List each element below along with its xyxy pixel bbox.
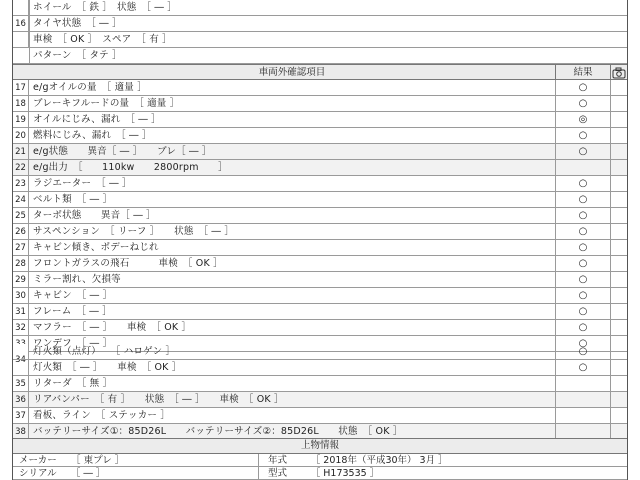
item-number: 26 [13,224,29,240]
item-text: サスペンション ［ リーフ ］ 状態 ［ ― ］ [33,226,235,237]
result-cell: ○ [555,128,611,144]
result-cell: ○ [555,304,611,320]
item-number: 29 [13,272,29,288]
item-number: 32 [13,320,29,336]
wheel-info: ホイール ［ 鉄 ］ 状態 ［ ― ］ [33,2,177,13]
exterior-check-header [13,64,627,80]
item-text: ワンデフ ［ ― ］ [33,338,113,349]
result-cell: ○ [555,192,611,208]
result-cell: ○ [555,288,611,304]
lights-inspection: 灯火類 ［ ― ］ 車検 ［ OK ］ [33,362,182,373]
result-cell: ○ [555,80,611,96]
result-cell: ○ [555,96,611,112]
check-row [13,344,627,360]
item-text: バッテリーサイズ①：85D26L バッテリーサイズ②：85D26L 状態 ［ OK ］ [33,426,403,437]
camera-icon[interactable] [611,65,627,81]
item-text: マフラー ［ ― ］ 車検 ［ OK ］ [33,322,192,333]
check-row [13,112,627,128]
item-text: ラジエーター ［ ― ］ [33,178,132,189]
load-info-header: 上物情報 [13,438,627,454]
item-text: 看板、ライン ［ ステッカー ］ [33,410,171,421]
item-number: 18 [13,96,29,112]
item-text: e/g状態 異音［ ― ］ ブレ［ ― ］ [33,146,212,157]
model-type: 型式 ［ H173535 ］ [268,468,380,479]
result-cell: ○ [555,176,611,192]
result-cell [555,160,611,176]
load-info-row [13,454,627,467]
item-text: 燃料にじみ、漏れ ［ ― ］ [33,130,152,141]
check-row [13,240,627,256]
result-cell: ○ [555,256,611,272]
item-text: ベルト類 ［ ― ］ [33,194,113,205]
item-number: 22 [13,160,29,176]
result-cell: ○ [555,344,611,360]
result-cell [555,376,611,392]
check-row [13,272,627,288]
check-row [13,224,627,240]
item-number: 17 [13,80,29,96]
item-text: e/g出力 ［ 110kw 2800rpm ］ [33,162,228,173]
result-cell [555,408,611,424]
item-text: リターダ ［ 無 ］ [33,378,113,389]
result-cell: ○ [555,272,611,288]
item-number: 31 [13,304,29,320]
result-cell: ○ [555,360,611,376]
check-row [13,304,627,320]
check-row [13,256,627,272]
result-cell: ○ [555,224,611,240]
section-title: 車両外確認項目 [258,67,326,78]
item-number: 23 [13,176,29,192]
item-text: キャビン傾き、ボデーねじれ [33,242,159,253]
check-row [13,360,627,376]
check-row [13,80,627,96]
result-cell: ○ [555,320,611,336]
item-number: 19 [13,112,29,128]
item-number: 25 [13,208,29,224]
item-number: 36 [13,392,29,408]
inspection-sheet [12,0,628,480]
item-number: 24 [13,192,29,208]
check-row [13,192,627,208]
item-number: 35 [13,376,29,392]
check-row [13,128,627,144]
check-row [13,96,627,112]
item-text: ブレーキフルードの量 ［ 適量 ］ [33,98,180,109]
item-number: 21 [13,144,29,160]
lights-type: 灯火類（点灯） ［ ハロゲン ］ [33,346,176,357]
item-number: 20 [13,128,29,144]
check-row [13,392,627,408]
result-cell: ○ [555,240,611,256]
item-text: e/gオイルの量 ［ 適量 ］ [33,82,147,93]
check-row [13,176,627,192]
check-row [13,408,627,424]
top-row [13,32,627,48]
result-header: 結果 [555,65,611,81]
item-number-34: 34 [13,344,29,376]
item-number: 28 [13,256,29,272]
check-row [13,376,627,392]
item-text: オイルにじみ、漏れ ［ ― ］ [33,114,161,125]
item-text: ミラー割れ、欠損等 [33,274,121,285]
item-text: ターボ状態 異音［ ― ］ [33,210,156,221]
check-row [13,288,627,304]
result-cell: ○ [555,144,611,160]
check-row [13,160,627,176]
item-number: 37 [13,408,29,424]
result-cell: ◎ [555,112,611,128]
item-number: 30 [13,288,29,304]
inspection-spare: 車検 ［ OK ］ スペア ［ 有 ］ [33,34,172,45]
top-row [13,16,627,32]
result-cell: ○ [555,208,611,224]
tire-condition: タイヤ状態 ［ ― ］ [33,18,122,29]
result-cell: ○ [555,336,611,352]
item-text: フロントガラスの飛石 車検 ［ OK ］ [33,258,223,269]
item-number: 38 [13,424,29,440]
result-cell [555,392,611,408]
item-text: フレーム ［ ― ］ [33,306,112,317]
item-number-16: 16 [13,0,29,48]
check-row [13,208,627,224]
item-text: キャビン ［ ― ］ [33,290,113,301]
tread-pattern: パターン ［ タテ ］ [33,50,122,61]
item-number: 27 [13,240,29,256]
top-row [13,0,627,16]
maker: メーカー ［ 東プレ ］ [19,455,125,466]
load-info-row [13,467,627,480]
serial: シリアル ［ ― ］ [19,468,106,479]
model-year: 年式 ［ 2018年（平成30年） 3月 ］ [268,455,448,466]
check-row [13,320,627,336]
top-row [13,48,627,64]
item-text: リアバンパー ［ 有 ］ 状態 ［ ― ］ 車検 ［ OK ］ [33,394,284,405]
check-row [13,144,627,160]
